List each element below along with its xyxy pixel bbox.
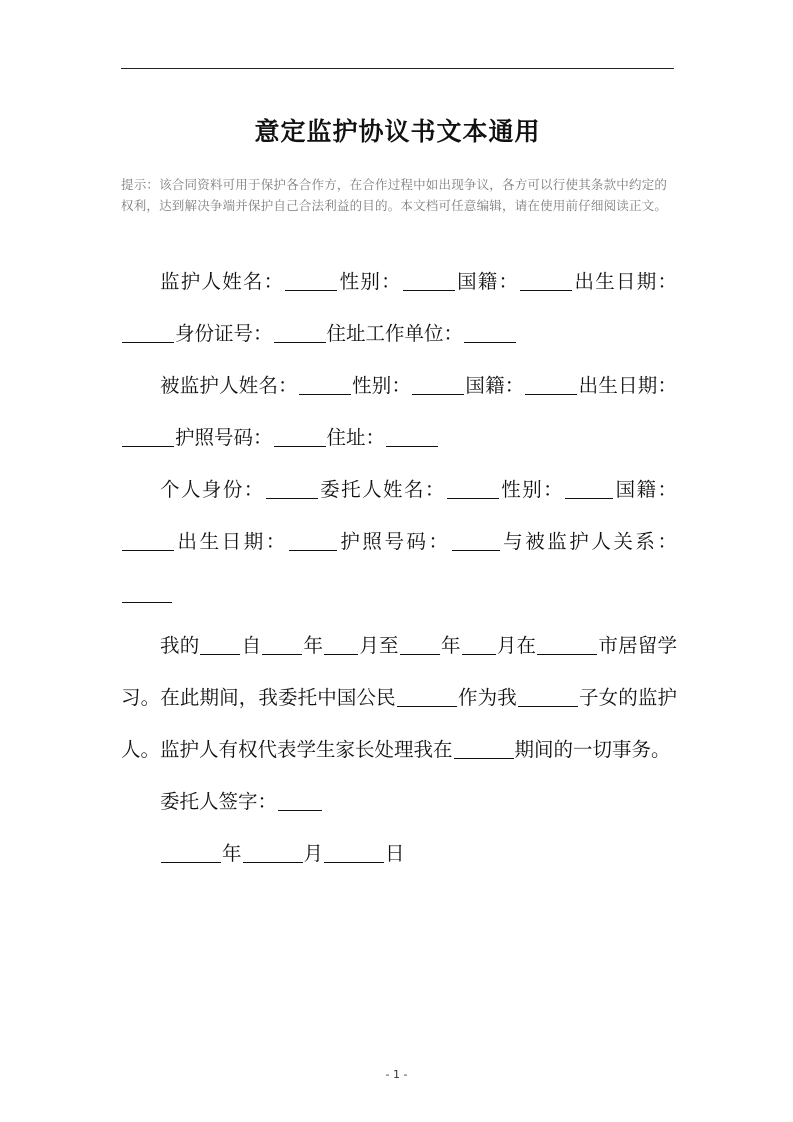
- period-blank[interactable]: [454, 757, 514, 759]
- guardian-nationality-blank[interactable]: [520, 289, 572, 291]
- start-year-blank[interactable]: [262, 653, 302, 655]
- guardian-gender-blank[interactable]: [403, 289, 455, 291]
- principal-name-blank[interactable]: [447, 497, 499, 499]
- guardian-id-blank[interactable]: [274, 341, 326, 343]
- ward-gender-blank[interactable]: [412, 393, 464, 395]
- principal-birthdate-blank[interactable]: [289, 549, 337, 551]
- entrustment-paragraph: [121, 620, 677, 776]
- start-month-blank[interactable]: [324, 653, 358, 655]
- signature-paragraph: [121, 776, 677, 828]
- text-guardian: 子女的监护人。监护人有权代表学生家长处理我在: [121, 686, 677, 761]
- ward-birthdate-label: 出生日期：: [578, 374, 677, 397]
- date-paragraph: [121, 828, 677, 880]
- date-day-blank[interactable]: [324, 861, 384, 863]
- date-year-label: 年: [222, 842, 242, 865]
- guardian-birthdate-blank[interactable]: [122, 341, 174, 343]
- signature-blank[interactable]: [278, 809, 322, 811]
- text-from: 自: [241, 634, 262, 657]
- guardian-birthdate-label: 出生日期：: [573, 270, 677, 293]
- end-month-blank[interactable]: [462, 653, 496, 655]
- identity-blank[interactable]: [266, 497, 318, 499]
- ward-address-label: 住址：: [326, 426, 386, 449]
- relationship-label: 与被监护人关系：: [500, 530, 677, 553]
- text-my: 我的: [160, 634, 200, 657]
- text-residence: 市居留学习。在此期间，我委托中国公民: [121, 634, 677, 709]
- ward-name-label: 被监护人姓名：: [160, 374, 298, 397]
- page-number: - 1 -: [385, 1068, 408, 1081]
- signature-label: 委托人签字：: [160, 790, 278, 813]
- text-as-my: 作为我: [457, 686, 517, 709]
- ward-passport-blank[interactable]: [274, 445, 326, 447]
- principal-passport-blank[interactable]: [452, 549, 500, 551]
- principal-name-label: 委托人姓名：: [318, 478, 446, 501]
- date-month-blank[interactable]: [243, 861, 303, 863]
- text-year-2: 年: [440, 634, 461, 657]
- ward-passport-label: 护照号码：: [175, 426, 273, 449]
- guardian-address-label: 住址工作单位：: [326, 322, 464, 345]
- ward-birthdate-blank[interactable]: [122, 445, 174, 447]
- principal-nationality-label: 国籍：: [614, 478, 677, 501]
- identity-label: 个人身份：: [160, 478, 265, 501]
- guardian-gender-label: 性别：: [338, 270, 402, 293]
- date-month-label: 月: [303, 842, 324, 865]
- ward-info-paragraph: [121, 360, 677, 464]
- date-year-blank[interactable]: [161, 861, 221, 863]
- principal-gender-blank[interactable]: [565, 497, 613, 499]
- ward-address-blank[interactable]: [386, 445, 438, 447]
- date-day-label: 日: [385, 842, 405, 865]
- principal-birthdate-label: 出生日期：: [175, 530, 288, 553]
- ward-nationality-blank[interactable]: [525, 393, 577, 395]
- child-blank[interactable]: [200, 653, 240, 655]
- document-body: [121, 256, 677, 880]
- guardian-address-blank[interactable]: [464, 341, 516, 343]
- principal-gender-label: 性别：: [499, 478, 565, 501]
- ward-nationality-label: 国籍：: [465, 374, 525, 397]
- citizen-name-blank[interactable]: [397, 705, 457, 707]
- principal-passport-label: 护照号码：: [337, 530, 451, 553]
- ward-gender-label: 性别：: [351, 374, 412, 397]
- city-blank[interactable]: [537, 653, 597, 655]
- guardian-name-label: 监护人姓名：: [160, 270, 285, 293]
- text-month-to: 月至: [359, 634, 399, 657]
- principal-info-paragraph: [121, 464, 677, 620]
- guardian-nationality-label: 国籍：: [455, 270, 520, 293]
- principal-nationality-blank[interactable]: [122, 549, 174, 551]
- text-year-1: 年: [303, 634, 324, 657]
- ward-name-blank[interactable]: [299, 393, 351, 395]
- notice-text: 提示：该合同资料可用于保护各合作方，在合作过程中如出现争议，各方可以行使其条款中约定的权利，达到解决争端并保护自己合法利益的目的。本文档可任意编辑，请在使用前仔细阅读正文。: [121, 177, 668, 213]
- guardian-name-blank[interactable]: [285, 289, 337, 291]
- text-all-matters: 期间的一切事务。: [514, 738, 671, 761]
- text-month-in: 月在: [496, 634, 537, 657]
- end-year-blank[interactable]: [400, 653, 440, 655]
- relationship-blank[interactable]: [122, 601, 172, 603]
- guardian-info-paragraph: [121, 256, 677, 360]
- top-rule: [121, 68, 674, 69]
- guardian-id-label: 身份证号：: [175, 322, 273, 345]
- document-title: 意定监护协议书文本通用: [254, 117, 541, 146]
- child-relation-blank[interactable]: [518, 705, 578, 707]
